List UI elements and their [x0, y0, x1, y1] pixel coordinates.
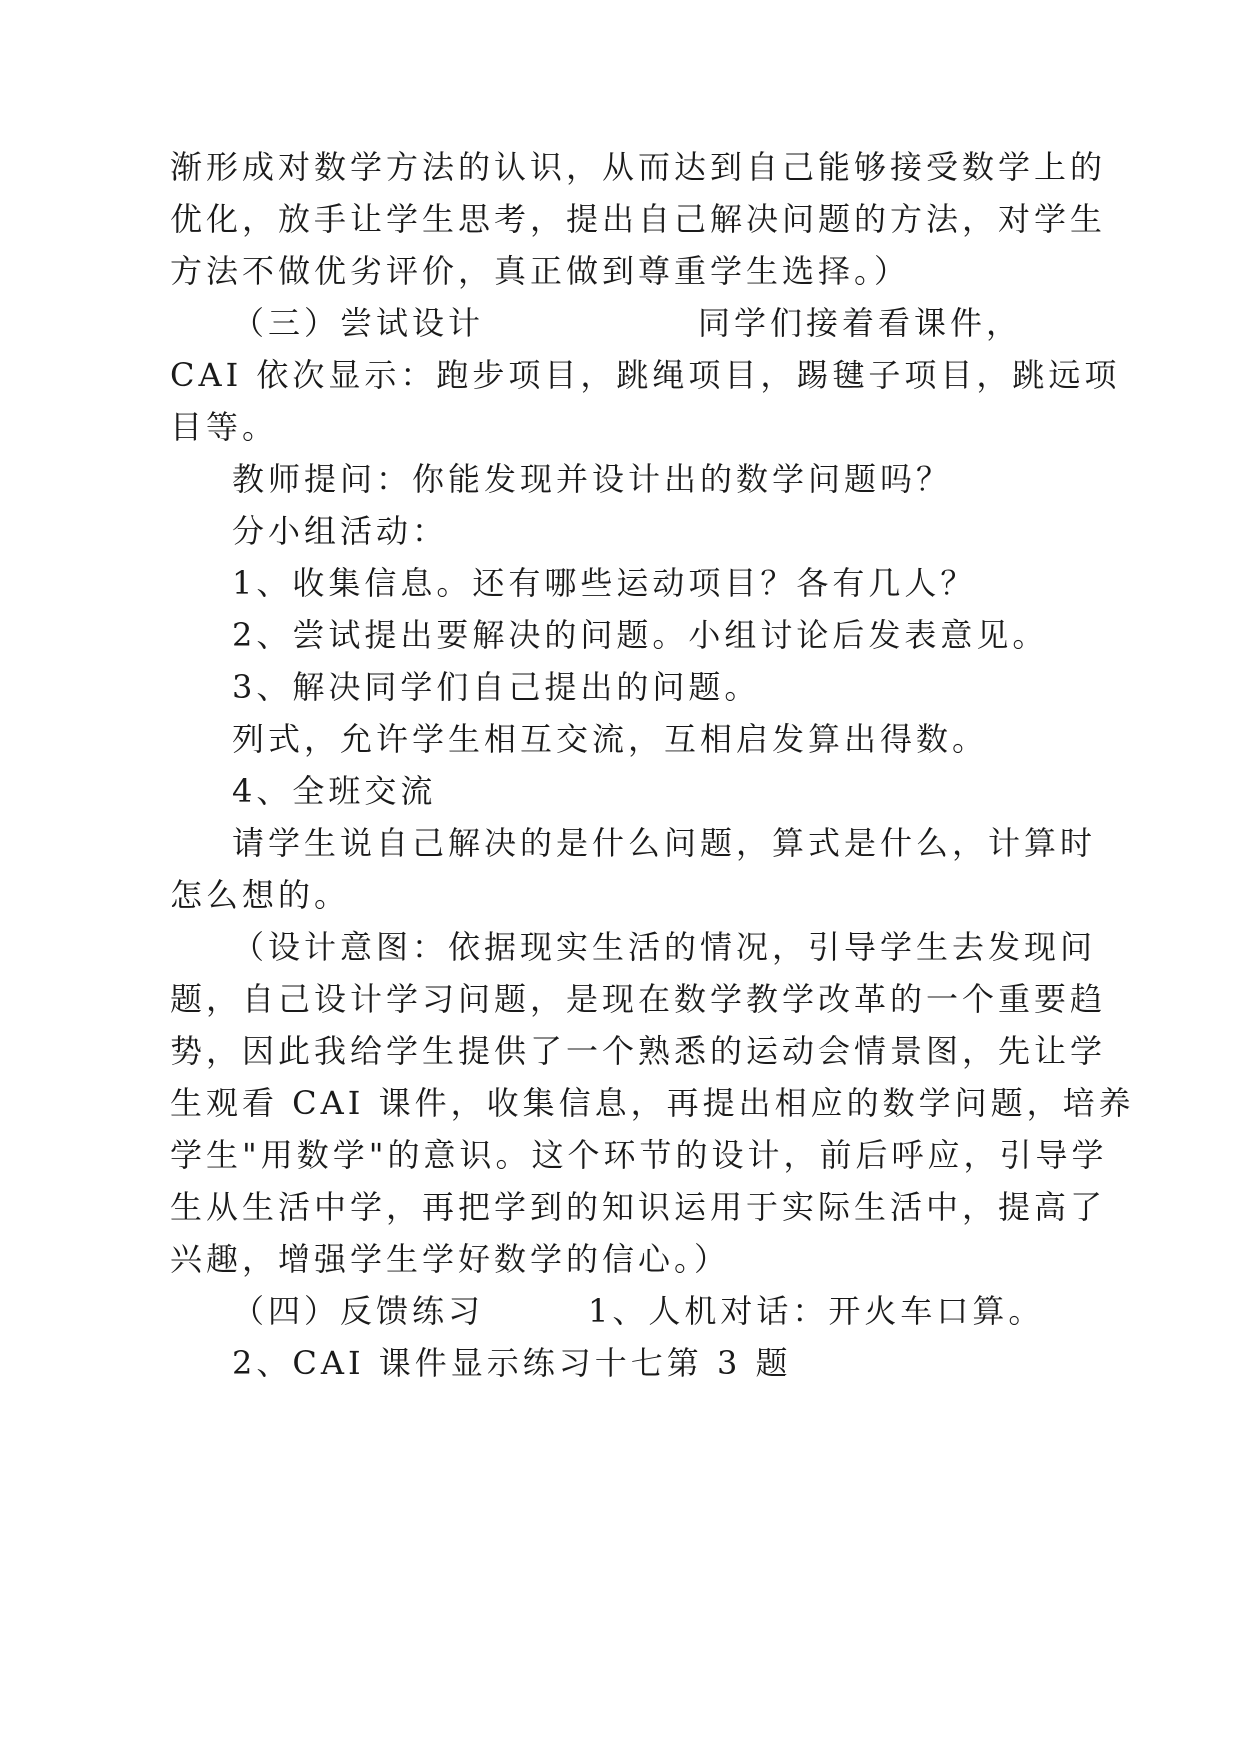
text-line: 优化，放手让学生思考，提出自己解决问题的方法，对学生 [170, 200, 1107, 238]
text-line: 兴趣，增强学生学好数学的信心。） [170, 1240, 731, 1278]
text-line: 题，自己设计学习问题，是现在数学教学改革的一个重要趋 [170, 980, 1107, 1018]
list-item: 2、尝试提出要解决的问题。小组讨论后发表意见。 [232, 616, 1049, 654]
list-item: 4、全班交流 [232, 772, 437, 810]
text-line: 同学们接着看课件， [698, 304, 1023, 342]
text-line: 生从生活中学，再把学到的知识运用于实际生活中，提高了 [170, 1188, 1107, 1226]
text-line: 方法不做优劣评价，真正做到尊重学生选择。） [170, 252, 911, 290]
text-line: 分小组活动： [232, 512, 449, 550]
text-line: 怎么想的。 [170, 876, 351, 914]
text-line: 教师提问：你能发现并设计出的数学问题吗？ [232, 460, 953, 498]
text-line: 列式，允许学生相互交流，互相启发算出得数。 [232, 720, 989, 758]
list-item: 2、CAI 课件显示练习十七第 3 题 [232, 1344, 792, 1382]
text-line: 目等。 [170, 408, 279, 446]
section-heading: （四）反馈练习 [232, 1292, 485, 1330]
text-line: 学生"用数学"的意识。这个环节的设计，前后呼应，引导学 [170, 1136, 1108, 1174]
section-heading: （三）尝试设计 [232, 304, 485, 342]
text-line: （设计意图：依据现实生活的情况，引导学生去发现问 [232, 928, 1097, 966]
text-line: CAI 依次显示：跑步项目，跳绳项目，踢毽子项目，跳远项 [170, 356, 1121, 394]
text-line: 势，因此我给学生提供了一个熟悉的运动会情景图，先让学 [170, 1032, 1107, 1070]
list-item: 3、解决同学们自己提出的问题。 [232, 668, 761, 706]
text-line: 请学生说自己解决的是什么问题，算式是什么，计算时 [232, 824, 1097, 862]
list-item: 1、收集信息。还有哪些运动项目？各有几人？ [232, 564, 977, 602]
text-line: 生观看 CAI 课件，收集信息，再提出相应的数学问题，培养 [170, 1084, 1135, 1122]
text-line: 渐形成对数学方法的认识，从而达到自己能够接受数学上的 [170, 148, 1107, 186]
list-item: 1、人机对话：开火车口算。 [588, 1292, 1045, 1330]
